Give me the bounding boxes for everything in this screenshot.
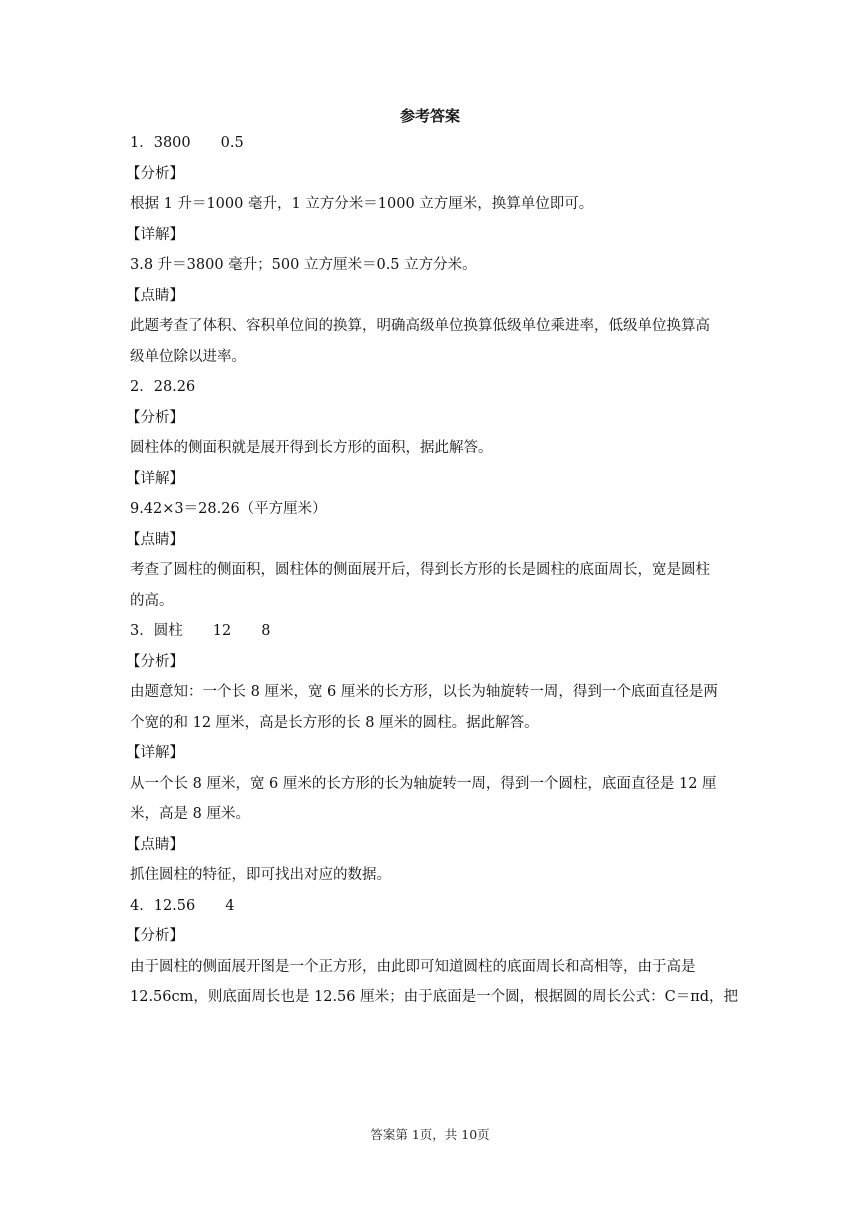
q3-analysis-line-2: 个宽的和 12 厘米，高是长方形的长 8 厘米的圆柱。据此解答。 <box>130 714 539 731</box>
q3-answer-1: 圆柱 <box>153 623 183 639</box>
q4-number: 4． <box>130 897 154 914</box>
q4-answer-line <box>130 891 732 922</box>
q2-comment-label: 【点睛】 <box>126 531 184 548</box>
q2-analysis-label: 【分析】 <box>126 409 184 426</box>
q3-answer-2: 12 <box>212 623 232 639</box>
q2-number: 2． <box>130 379 154 395</box>
q1-answer-line <box>130 128 732 159</box>
q4-analysis-label: 【分析】 <box>126 928 184 944</box>
q1-analysis-label: 【分析】 <box>126 165 184 182</box>
q3-detail-line-1: 从一个长 8 厘米，宽 6 厘米的长方形的长为轴旋转一周，得到一个圆柱，底面直径是 12 厘 <box>130 775 717 792</box>
q2-comment-line-1: 考查了圆柱的侧面积，圆柱体的侧面展开后，得到长方形的长是圆柱的底面周长，宽是圆柱 <box>130 562 710 578</box>
q4-analysis-line-2: 12.56cm，则底面周长也是 12.56 厘米；由于底面是一个圆，根据圆的周长公式：C＝πd，把 <box>130 989 739 1005</box>
q1-answer-1: 3800 <box>153 135 191 151</box>
q2-detail-label: 【详解】 <box>126 470 184 487</box>
q3-answer-3: 8 <box>261 623 271 639</box>
q2-analysis-text: 圆柱体的侧面积就是展开得到长方形的面积，据此解答。 <box>130 440 493 456</box>
q1-number: 1． <box>130 135 154 151</box>
q3-comment-text: 抓住圆柱的特征，即可找出对应的数据。 <box>130 867 391 883</box>
page-title: 参考答案 <box>399 107 460 125</box>
q1-comment-label: 【点睛】 <box>126 287 184 304</box>
q3-detail-line-2: 米，高是 8 厘米。 <box>130 806 250 822</box>
q3-detail-label: 【详解】 <box>126 745 184 761</box>
q1-comment-line-1: 此题考查了体积、容积单位间的换算，明确高级单位换算低级单位乘进率，低级单位换算高 <box>130 318 710 334</box>
q3-number: 3． <box>130 623 154 639</box>
q2-answer-line <box>130 372 732 403</box>
q3-analysis-line-1: 由题意知：一个长 8 厘米，宽 6 厘米的长方形，以长为轴旋转一周，得到一个底面直径是两 <box>130 684 718 700</box>
q1-comment-line-2: 级单位除以进率。 <box>130 348 246 365</box>
page-footer: 答案第 1页，共 10页 <box>370 1127 490 1142</box>
q1-analysis-text: 根据 1 升＝1000 毫升，1 立方分米＝1000 立方厘米，换算单位即可。 <box>130 196 594 212</box>
q1-detail-text: 3.8 升＝3800 毫升；500 立方厘米＝0.5 立方分米。 <box>130 257 477 273</box>
q4-answer-1: 12.56 <box>153 897 196 914</box>
q2-comment-line-2: 的高。 <box>130 592 174 609</box>
answer-content <box>126 128 739 1013</box>
q2-detail-text: 9.42×3＝28.26（平方厘米） <box>130 501 327 517</box>
q3-analysis-label: 【分析】 <box>126 653 184 670</box>
q4-answer-2: 4 <box>225 897 235 914</box>
q1-detail-label: 【详解】 <box>126 226 184 243</box>
q4-analysis-line-1: 由于圆柱的侧面展开图是一个正方形，由此即可知道圆柱的底面周长和高相等，由于高是 <box>130 958 696 975</box>
q2-answer-1: 28.26 <box>153 379 196 395</box>
q3-comment-label: 【点睛】 <box>126 836 184 853</box>
q3-answer-line <box>130 616 732 647</box>
q1-answer-2: 0.5 <box>220 135 244 151</box>
